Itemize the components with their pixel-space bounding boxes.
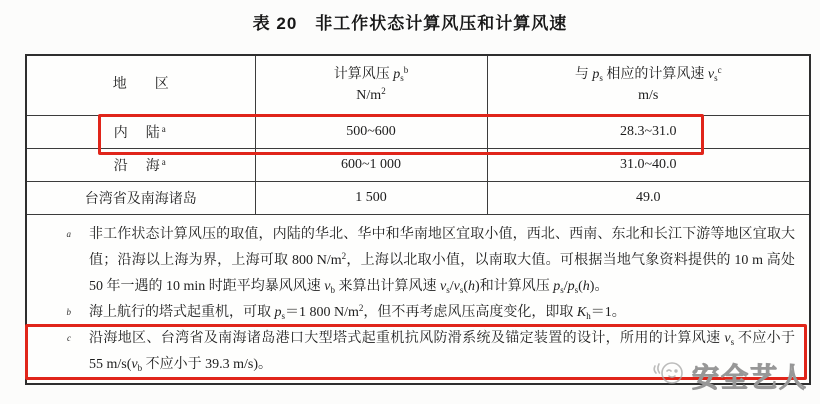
- footnote-c-text: 沿海地区、台湾省及南海诸岛港口大型塔式起重机抗风防滑系统及锚定装置的设计，所用的计算风速 $v_s$ 不应小于 55 $m/s(v_b$ 不应小于 39.3 m/s)。: [89, 331, 796, 373]
- footnote-a-text: 非工作状态计算风压的取值，内陆的华北、华中和华南地区宜取小值，西北、西南、东北和长江下游等地区宜取大值；沿海以上海为界，上海可取 800 $N/m^2$，上海以北取小值，以南取大值。可根据当地气象资料提供的 10 m 高处 50 年一遇的 10 min 时距平均暴风风速 $v_b$ 来算出计算风速 $v_s/v_s(h)$和计算风压 $p_s/p_s(h)$。: [89, 227, 796, 295]
- standard-table: [25, 54, 811, 385]
- header-speed-unit: m/s: [638, 87, 659, 103]
- footnote-c-marker: c: [67, 333, 71, 343]
- wind-pressure-table: [27, 56, 809, 215]
- footnote-b: [27, 300, 795, 326]
- header-region: [27, 56, 255, 116]
- watermark: [652, 356, 808, 395]
- page-title: 表 20 非工作状态计算风压和计算风速: [252, 14, 568, 33]
- cell-region-inland: 内 陆$^a$: [27, 116, 255, 149]
- cell-speed-inland: 28.3~31.0: [487, 116, 809, 149]
- header-region-label: 地 区: [112, 77, 169, 93]
- header-speed-label: 与 $p_s$ 相应的计算风速 $v_s^c$: [574, 65, 722, 83]
- header-pressure-label: 计算风压 $p_s^b$: [333, 65, 409, 83]
- cell-pressure-taiwan-islands: 1 500: [255, 182, 487, 215]
- smiley-face-icon: [652, 358, 686, 393]
- table-row-taiwan-islands: [27, 182, 809, 215]
- footnote-a-marker: a: [66, 229, 71, 239]
- cell-speed-coastal: 31.0~40.0: [487, 149, 809, 182]
- cell-region-coastal: 沿 海$^a$: [27, 149, 255, 182]
- cell-speed-taiwan-islands: 49.0: [487, 182, 809, 215]
- table-row-inland: [27, 116, 809, 149]
- footnote-b-text: 海上航行的塔式起重机，可取 $p_s=1$ 800 $N/m^2$，但不再考虑风压高度变化，即取 $K_h=1$。: [89, 303, 626, 321]
- header-speed: [487, 56, 809, 116]
- footnote-a: [27, 222, 795, 300]
- header-pressure-unit: $N/m^2$: [356, 85, 386, 103]
- cell-region-taiwan-islands: 台湾省及南海诸岛: [27, 182, 255, 215]
- footnote-b-marker: b: [66, 307, 71, 317]
- table-row-coastal: [27, 149, 809, 182]
- watermark-text: 安全艺人: [692, 363, 808, 393]
- cell-pressure-inland: 500~600: [255, 116, 487, 149]
- table-header-row: [27, 56, 809, 116]
- header-pressure: [255, 56, 487, 116]
- cell-pressure-coastal: 600~1 000: [255, 149, 487, 182]
